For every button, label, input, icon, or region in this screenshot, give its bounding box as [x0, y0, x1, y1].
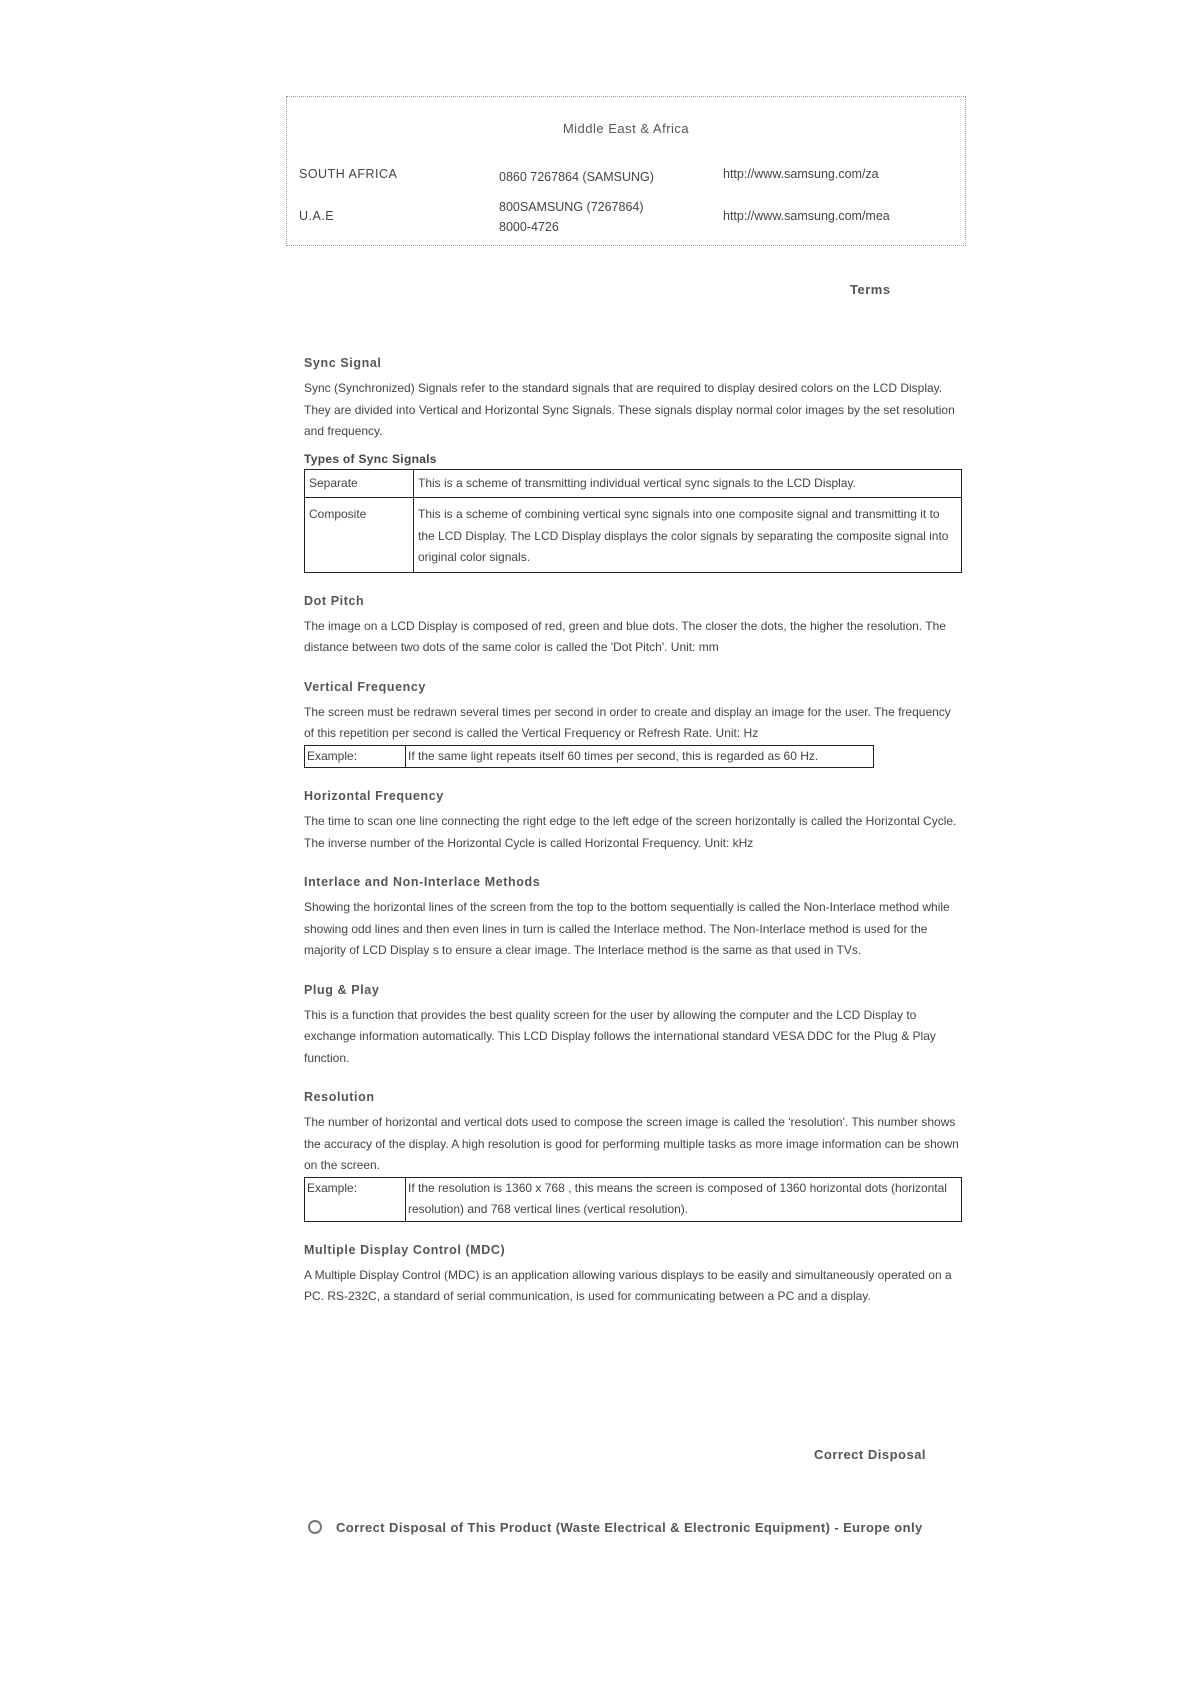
section-text: The image on a LCD Display is composed of red, green and blue dots. The closer the dots, the higher the resolution. The distance between two dots of the same color is called the 'Dot Pitch'. Unit: mm	[304, 618, 946, 654]
section-text: Sync (Synchronized) Signals refer to the standard signals that are required to display desired colors on the LCD Display. They are divided into Vertical and Horizontal Sync Signals. These signals display normal color images by the set resolution and frequency.	[304, 381, 955, 438]
website-link[interactable]: http://www.samsung.com/za	[723, 167, 879, 181]
section-title: Sync Signal	[304, 356, 382, 370]
country-name: U.A.E	[299, 209, 335, 223]
example-text: If the resolution is 1360 x 768 , this means the screen is composed of 1360 horizontal dots (horizontal resolution) and 768 vertical lines (vertical resolution).	[406, 1177, 962, 1221]
terms-content	[304, 356, 964, 1329]
region-title: Middle East & Africa	[562, 121, 690, 136]
terms-heading: Terms	[850, 282, 891, 297]
sync-types-table	[304, 469, 962, 573]
contact-table	[286, 96, 966, 246]
phone-number: 8000-4726	[499, 220, 559, 234]
section-horizontal-frequency	[304, 789, 964, 854]
section-text: The number of horizontal and vertical dots used to compose the screen image is called the 'resolution'. This number shows the accuracy of the display. A high resolution is good for performing multiple tasks as more image information can be shown on the screen.	[304, 1115, 959, 1172]
section-text: A Multiple Display Control (MDC) is an application allowing various displays to be easily and simultaneously operated on a PC. RS-232C, a standard of serial communication, is used for communicating between a PC and a display.	[304, 1267, 952, 1303]
section-text: Showing the horizontal lines of the screen from the top to the bottom sequentially is called the Non-Interlace method while showing odd lines and then even lines in turn is called the Interlace method. The Non-Interlace method is used for the majority of LCD Display s to ensure a clear image. The Interlace method is the same as that used in TVs.	[304, 900, 950, 957]
section-resolution	[304, 1090, 964, 1222]
sync-type-desc: This is a scheme of combining vertical sync signals into one composite signal and transmitting it to the LCD Display. The LCD Display displays the color signals by separating the composite signal into original color signals.	[414, 498, 962, 573]
country-name: SOUTH AFRICA	[299, 167, 398, 181]
table-row	[305, 498, 962, 573]
section-text: This is a function that provides the best quality screen for the user by allowing the computer and the LCD Display to exchange information automatically. This LCD Display follows the international standard VESA DDC for the Plug & Play function.	[304, 1007, 936, 1065]
bullet-icon	[308, 1520, 322, 1534]
phone-number: 0860 7267864 (SAMSUNG)	[499, 170, 654, 184]
section-title: Plug & Play	[304, 982, 380, 997]
section-title: Horizontal Frequency	[304, 789, 444, 803]
section-text: The screen must be redrawn several times per second in order to create and display an image for the user. The frequency of this repetition per second is called the Vertical Frequency or Refresh Rate. Unit: Hz	[304, 704, 951, 740]
example-text: If the same light repeats itself 60 times per second, this is regarded as 60 Hz.	[406, 745, 874, 768]
section-title: Vertical Frequency	[304, 679, 426, 694]
example-label: Example:	[305, 1177, 406, 1221]
section-sync-signal	[304, 356, 964, 573]
section-title: Multiple Display Control (MDC)	[304, 1242, 506, 1257]
disposal-link-text: Correct Disposal of This Product (Waste Electrical & Electronic Equipment) - Europe only	[336, 1520, 923, 1535]
table-row	[305, 1177, 962, 1221]
phone-number: 800SAMSUNG (7267864)	[499, 200, 644, 214]
sync-types-title: Types of Sync Signals	[304, 451, 437, 466]
example-table	[304, 1177, 962, 1222]
website-link[interactable]: http://www.samsung.com/mea	[723, 209, 890, 223]
section-mdc	[304, 1243, 964, 1308]
example-label: Example:	[305, 745, 406, 768]
example-table	[304, 745, 874, 769]
section-plug-and-play	[304, 983, 964, 1070]
disposal-link[interactable]	[308, 1520, 923, 1535]
phone-number-group	[499, 197, 644, 237]
section-interlace	[304, 875, 964, 962]
sync-type-name: Composite	[305, 498, 414, 573]
section-vertical-frequency	[304, 680, 964, 769]
disposal-heading: Correct Disposal	[814, 1447, 927, 1462]
section-dot-pitch	[304, 594, 964, 659]
sync-type-name: Separate	[305, 469, 414, 498]
table-row	[305, 469, 962, 498]
sync-type-desc: This is a scheme of transmitting individual vertical sync signals to the LCD Display.	[414, 469, 962, 498]
section-title: Interlace and Non-Interlace Methods	[304, 875, 541, 889]
section-title: Resolution	[304, 1090, 375, 1104]
section-text: The time to scan one line connecting the right edge to the left edge of the screen horizontally is called the Horizontal Cycle. The inverse number of the Horizontal Cycle is called Horizontal Frequency. Unit: kHz	[304, 814, 957, 850]
table-row	[305, 745, 874, 768]
section-title: Dot Pitch	[304, 593, 365, 608]
